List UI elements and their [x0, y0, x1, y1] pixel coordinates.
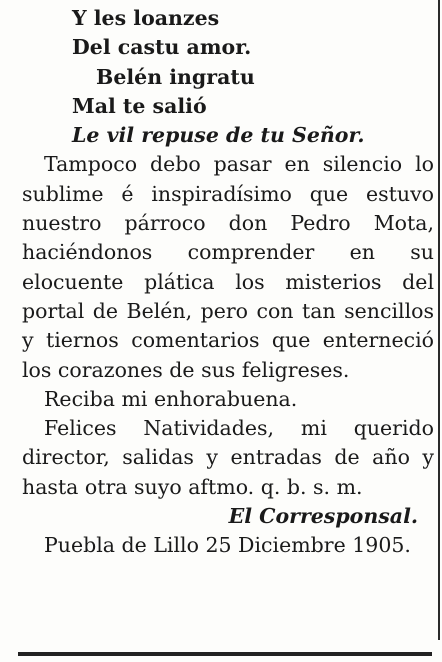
poem-line-2: Del castu amor. — [72, 35, 252, 60]
poem-line-5: Le vil repuse de tu Señor. — [72, 123, 365, 148]
poem-line-1: Y les loanzes — [72, 6, 220, 30]
bottom-rule — [18, 652, 432, 656]
article-text — [22, 4, 434, 561]
paragraph-congratulations: Reciba mi enhorabuena. — [44, 386, 298, 411]
paragraph-sermon: Tampoco debo pasar en silencio lo sublime é inspiradísimo que estuvo nuestro párroco don Pedro Mota, haciéndonos comprender en su elocuente plática los misterios del portal de Belén, pero con tan sencillos y tiernos comentarios que enterneció los corazones de sus feligreses. — [22, 152, 434, 382]
column-rule-right — [438, 0, 440, 640]
signature: El Corresponsal. — [228, 504, 418, 529]
paragraph-greetings: Felices Natividades, mi querido director, salidas y entradas de año y hasta otra suyo aftmo. q. b. s. m. — [22, 416, 434, 499]
poem-line-4: Mal te salió — [72, 93, 207, 118]
poem-line-3: Belén ingratu — [96, 64, 255, 89]
dateline: Puebla de Lillo 25 Diciembre 1905. — [44, 533, 411, 558]
